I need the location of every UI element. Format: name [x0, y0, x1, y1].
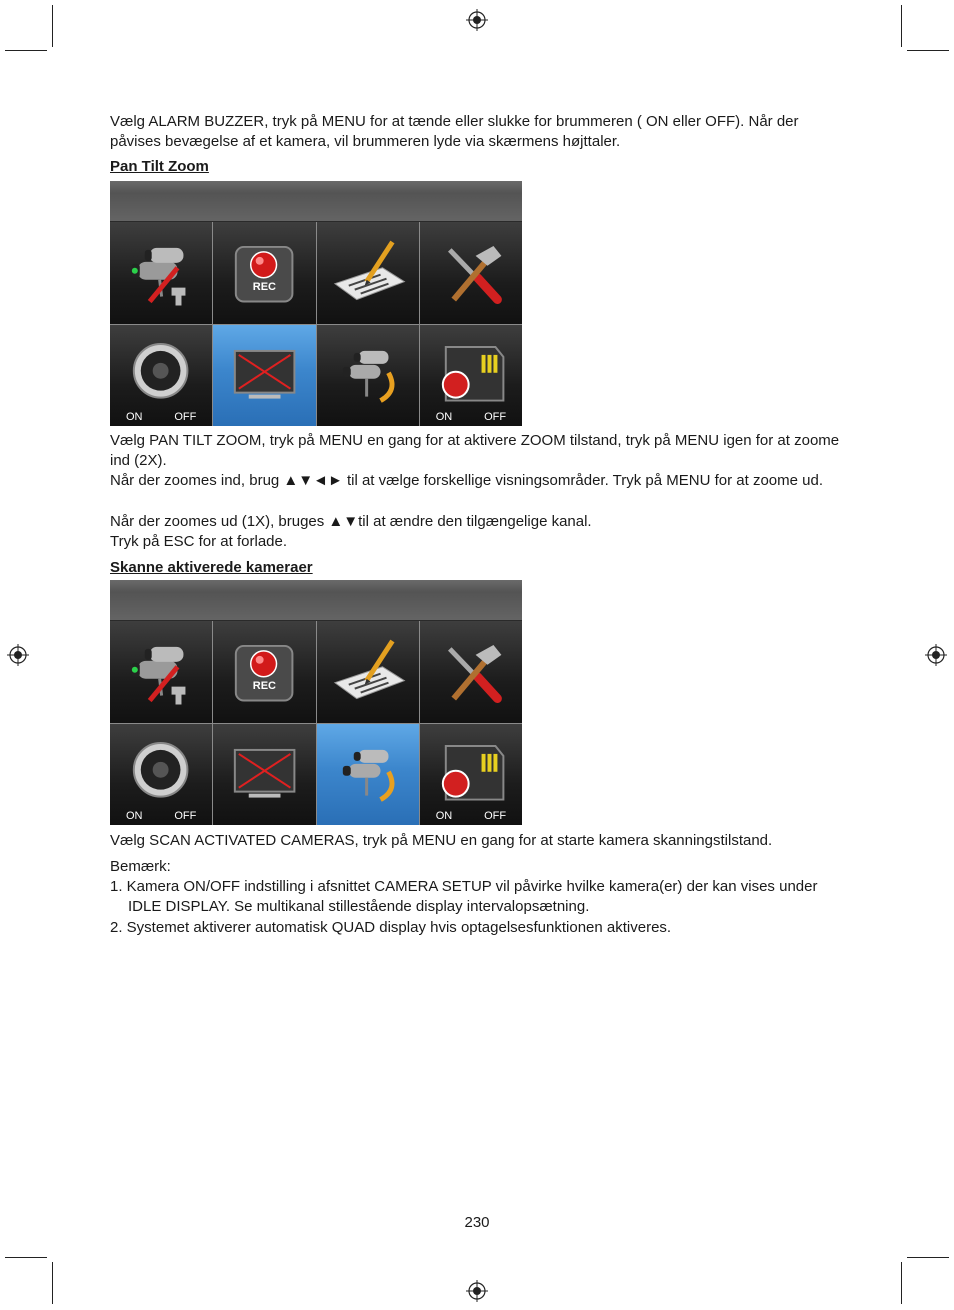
menu-screenshot-scan: [110, 580, 522, 825]
scan-instruction: Vælg SCAN ACTIVATED CAMERAS, tryk på MENU en gang for at starte kamera skanningstilstand.: [110, 832, 773, 849]
camera-scan-icon: [317, 724, 419, 826]
crop-mark: [5, 50, 47, 51]
crop-mark: [907, 1257, 949, 1258]
on-off-labels: [420, 411, 522, 423]
camera-scan-icon: [317, 325, 419, 427]
tile-record[interactable]: [213, 222, 315, 324]
tile-event-list[interactable]: [317, 621, 419, 723]
record-icon: [213, 621, 315, 723]
menu-title-bar: [110, 580, 522, 621]
menu-screenshot-pan-tilt: [110, 181, 522, 426]
monitor-zoom-icon: [213, 325, 315, 427]
tile-scan-cameras[interactable]: [317, 724, 419, 826]
menu-grid: [110, 222, 522, 426]
pan-tilt-line-1: Vælg PAN TILT ZOOM, tryk på MENU en gang for at aktivere ZOOM tilstand, tryk på MENU igen for at zoome ind (2X).: [110, 432, 840, 469]
note-item-2: 2. Systemet aktiverer automatisk QUAD display hvis optagelsesfunktionen aktiveres.: [110, 919, 672, 936]
on-off-labels: [110, 810, 212, 822]
on-label: ON: [435, 411, 453, 423]
crop-mark: [52, 5, 53, 47]
tile-alarm-buzzer[interactable]: [110, 325, 212, 427]
on-label: ON: [125, 411, 143, 423]
monitor-zoom-icon: [213, 724, 315, 826]
tile-scan-cameras[interactable]: [317, 325, 419, 427]
crop-mark: [901, 1262, 902, 1304]
crop-mark: [901, 5, 902, 47]
registration-mark-icon: [925, 644, 947, 666]
document-pen-icon: [317, 621, 419, 723]
page-number: 230: [464, 1214, 490, 1231]
menu-title-bar: [110, 181, 522, 222]
tile-sd-card[interactable]: [420, 724, 522, 826]
tile-camera-setup[interactable]: [110, 621, 212, 723]
tools-icon: [420, 222, 522, 324]
tile-system-setup[interactable]: [420, 222, 522, 324]
section-heading-scan-cameras: Skanne aktiverede kameraer: [110, 559, 313, 576]
record-icon: [213, 222, 315, 324]
menu-grid: [110, 621, 522, 825]
note-item-1: 1. Kamera ON/OFF indstilling i afsnittet CAMERA SETUP vil påvirke hvilke kamera(er) der kan vises under IDLE DISPLAY. Se multikanal stillestående display intervalopsætning.: [110, 878, 818, 915]
off-label: OFF: [484, 411, 507, 423]
registration-mark-icon: [7, 644, 29, 666]
tile-sd-card[interactable]: [420, 325, 522, 427]
on-label: ON: [125, 810, 143, 822]
section-heading-pan-tilt-zoom: Pan Tilt Zoom: [110, 158, 209, 175]
crop-mark: [907, 50, 949, 51]
registration-mark-icon: [466, 1280, 488, 1302]
tile-camera-setup[interactable]: [110, 222, 212, 324]
tile-alarm-buzzer[interactable]: [110, 724, 212, 826]
crop-mark: [52, 1262, 53, 1304]
rec-label: REC: [252, 281, 276, 293]
crop-mark: [5, 1257, 47, 1258]
pan-tilt-line-4: Tryk på ESC for at forlade.: [110, 533, 288, 550]
tile-system-setup[interactable]: [420, 621, 522, 723]
intro-paragraph: Vælg ALARM BUZZER, tryk på MENU for at tænde eller slukke for brummeren ( ON eller OFF). Når der påvises bevægelse af et kamera, vil brummeren lyde via skærmens højttaler.: [110, 113, 799, 150]
camera-setup-icon: [110, 222, 212, 324]
off-label: OFF: [174, 810, 197, 822]
off-label: OFF: [484, 810, 507, 822]
tile-pan-tilt-zoom[interactable]: [213, 325, 315, 427]
rec-label: REC: [252, 680, 276, 692]
camera-setup-icon: [110, 621, 212, 723]
registration-mark-icon: [466, 9, 488, 31]
document-pen-icon: [317, 222, 419, 324]
tile-event-list[interactable]: [317, 222, 419, 324]
off-label: OFF: [174, 411, 197, 423]
note-label: Bemærk:: [110, 858, 171, 875]
on-off-labels: [110, 411, 212, 423]
on-label: ON: [435, 810, 453, 822]
tile-record[interactable]: [213, 621, 315, 723]
tile-pan-tilt-zoom[interactable]: [213, 724, 315, 826]
pan-tilt-line-3: Når der zoomes ud (1X), bruges ▲▼til at ændre den tilgængelige kanal.: [110, 513, 592, 530]
pan-tilt-line-2: Når der zoomes ind, brug ▲▼◄► til at vælge forskellige visningsområder. Tryk på MENU for at zoome ud.: [110, 472, 823, 489]
tools-icon: [420, 621, 522, 723]
on-off-labels: [420, 810, 522, 822]
